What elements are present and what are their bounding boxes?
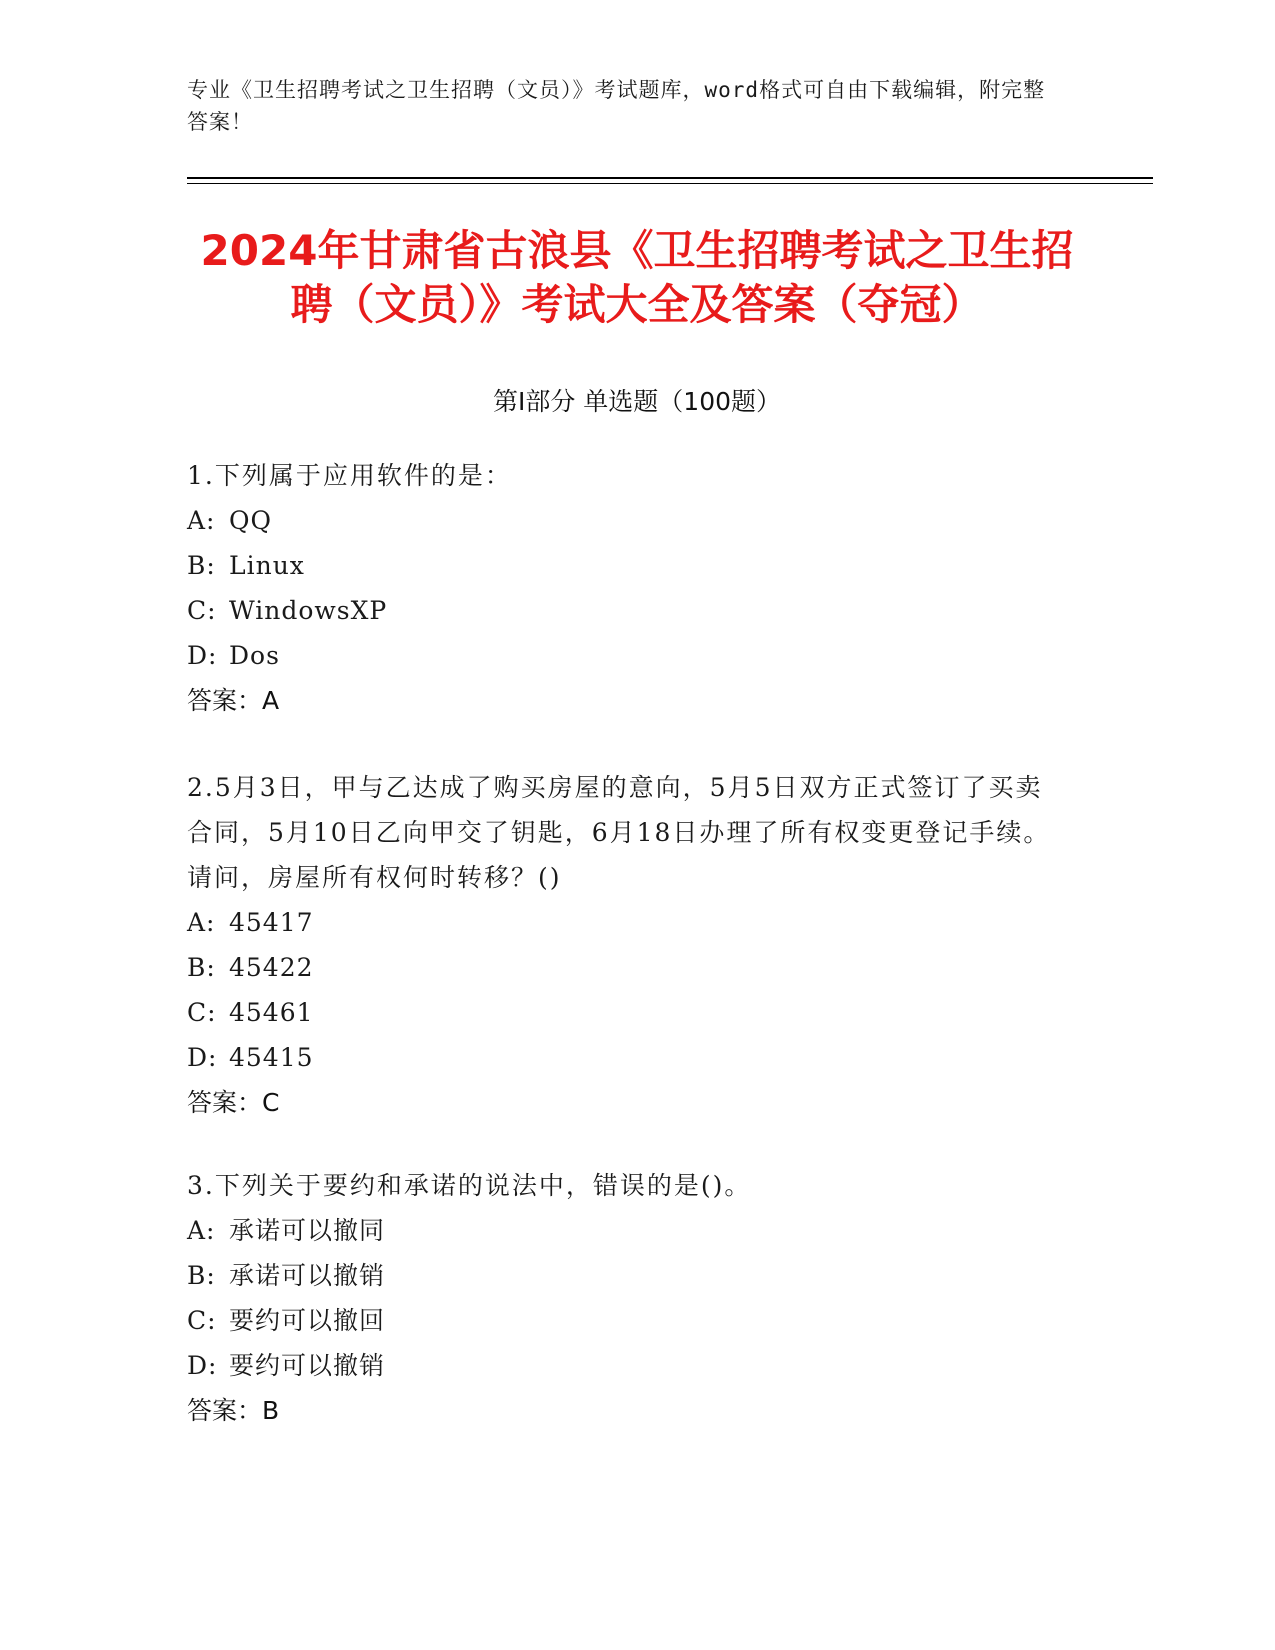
- option-text: 要约可以撤销: [229, 1351, 386, 1380]
- option-text: 要约可以撤回: [229, 1306, 386, 1335]
- question-1: [187, 453, 1067, 723]
- option-d: [187, 633, 1067, 678]
- header-rule-thin: [187, 183, 1153, 184]
- question-3: [187, 1163, 1067, 1433]
- option-key: D:: [187, 641, 218, 670]
- option-text: 承诺可以撤同: [229, 1216, 386, 1245]
- option-text: QQ: [229, 506, 272, 535]
- option-a: [187, 498, 1067, 543]
- option-text: 45417: [229, 908, 314, 937]
- option-b: [187, 1253, 1067, 1298]
- answer: 答案：C: [187, 1088, 280, 1117]
- option-text: WindowsXP: [229, 596, 388, 625]
- option-text: 45415: [229, 1043, 314, 1072]
- question-text: 1.下列属于应用软件的是：: [187, 461, 512, 490]
- option-text: Linux: [229, 551, 305, 580]
- document-title: 2024年甘肃省古浪县《卫生招聘考试之卫生招聘（文员）》考试大全及答案（夺冠）: [200, 226, 1074, 329]
- option-c: [187, 588, 1067, 633]
- option-b: [187, 945, 1067, 990]
- option-c: [187, 1298, 1067, 1343]
- option-a: [187, 1208, 1067, 1253]
- option-key: C:: [187, 998, 217, 1027]
- header-note: 专业《卫生招聘考试之卫生招聘（文员）》考试题库，word格式可自由下载编辑，附完整答案！: [187, 78, 1046, 134]
- question-2: [187, 765, 1067, 1125]
- answer: 答案：B: [187, 1396, 280, 1425]
- option-key: A:: [187, 1216, 216, 1245]
- option-text: 45461: [229, 998, 314, 1027]
- section-heading: 第Ⅰ部分 单选题（100题）: [492, 387, 782, 416]
- header-rule-thick: [187, 177, 1153, 179]
- option-key: B:: [187, 551, 216, 580]
- option-key: B:: [187, 1261, 216, 1290]
- question-text: 3.下列关于要约和承诺的说法中，错误的是()。: [187, 1171, 752, 1200]
- option-text: 45422: [229, 953, 314, 982]
- option-key: A:: [187, 506, 216, 535]
- option-key: A:: [187, 908, 216, 937]
- option-b: [187, 543, 1067, 588]
- option-key: B:: [187, 953, 216, 982]
- answer: 答案：A: [187, 686, 280, 715]
- option-key: C:: [187, 596, 217, 625]
- option-key: D:: [187, 1043, 218, 1072]
- option-key: D:: [187, 1351, 218, 1380]
- option-key: C:: [187, 1306, 217, 1335]
- option-c: [187, 990, 1067, 1035]
- option-text: Dos: [229, 641, 280, 670]
- option-d: [187, 1035, 1067, 1080]
- question-text: 2.5月3日，甲与乙达成了购买房屋的意向，5月5日双方正式签订了买卖合同，5月10日乙向甲交了钥匙，6月18日办理了所有权变更登记手续。请问，房屋所有权何时转移？(): [187, 773, 1051, 892]
- option-text: 承诺可以撤销: [229, 1261, 386, 1290]
- option-d: [187, 1343, 1067, 1388]
- option-a: [187, 900, 1067, 945]
